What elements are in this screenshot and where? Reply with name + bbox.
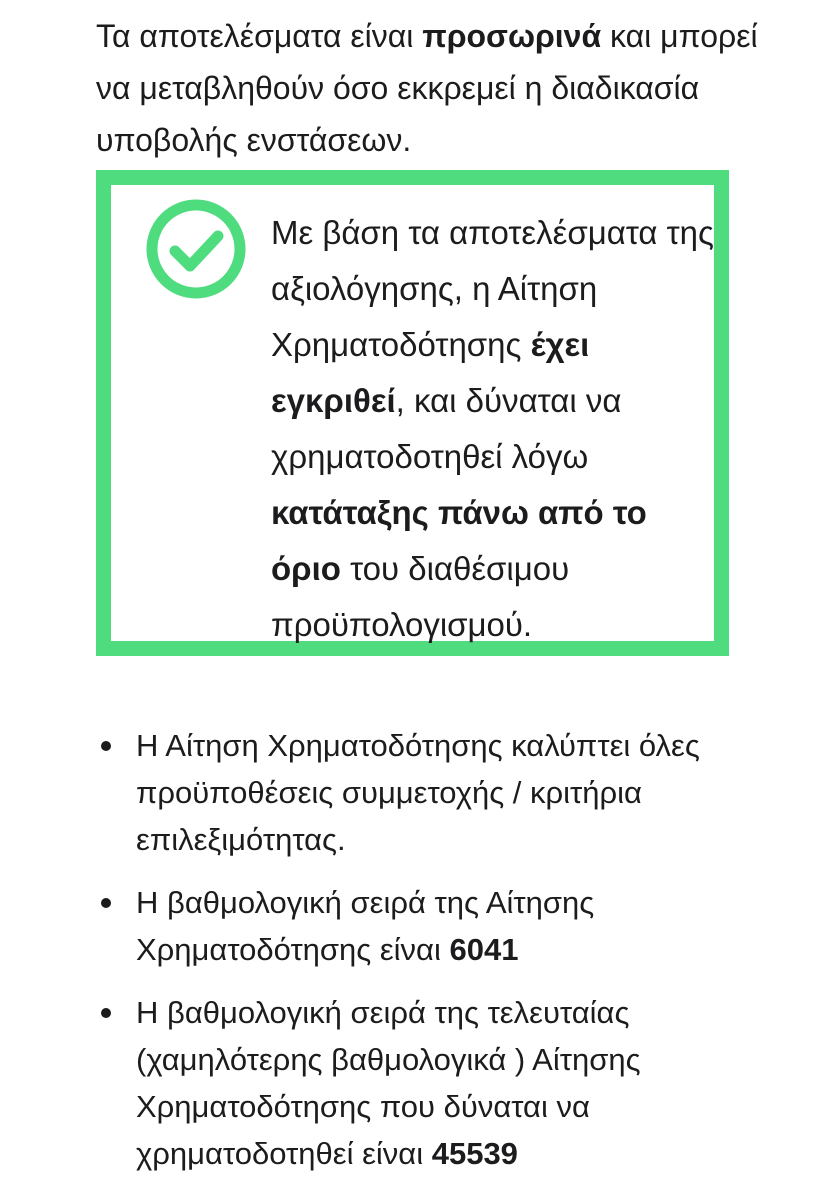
- notice-text-after: και μπορεί να μεταβληθούν όσο εκκρεμεί η διαδικασία υποβολής ενστάσεων.: [96, 18, 758, 158]
- bullet-icon: [101, 741, 111, 751]
- approval-text-part1: Με βάση τα αποτελέσματα της αξιολόγησης, η Αίτηση Χρηματοδότησης: [271, 214, 714, 363]
- ranking-threshold: κατάταξης πάνω από το όριο: [271, 494, 647, 587]
- approval-text-part2: , και δύναται να χρηματοδοτηθεί λόγω: [271, 382, 622, 475]
- criteria-list: [96, 722, 796, 1193]
- last-fundable-rank-value: 45539: [431, 1136, 518, 1171]
- approval-result-box: [96, 170, 729, 656]
- approval-status: έχει εγκριθεί: [271, 326, 590, 419]
- application-rank-value: 6041: [449, 932, 519, 967]
- approval-message: [271, 205, 721, 653]
- check-circle-icon: [144, 197, 248, 301]
- bullet-icon: [101, 1008, 111, 1018]
- bullet-icon: [101, 898, 111, 908]
- list-item: [96, 879, 796, 973]
- criteria-text: Η βαθμολογική σειρά της Αίτησης Χρηματοδότησης είναι: [136, 885, 595, 967]
- list-item: [96, 989, 796, 1177]
- criteria-text: Η Αίτηση Χρηματοδότησης καλύπτει όλες προϋποθέσεις συμμετοχής / κριτήρια επιλεξιμότητας.: [136, 728, 700, 857]
- list-item: [96, 722, 796, 863]
- criteria-text: Η βαθμολογική σειρά της τελευταίας (χαμηλότερης βαθμολογικά ) Αίτησης Χρηματοδότησης που δύναται να χρηματοδοτηθεί είναι: [136, 995, 641, 1171]
- notice-text-before: Τα αποτελέσματα είναι: [96, 18, 423, 54]
- approval-text-part3: του διαθέσιμου προϋπολογισμού.: [271, 550, 570, 643]
- notice-emphasis: προσωρινά: [422, 18, 602, 54]
- provisional-notice: [96, 10, 796, 166]
